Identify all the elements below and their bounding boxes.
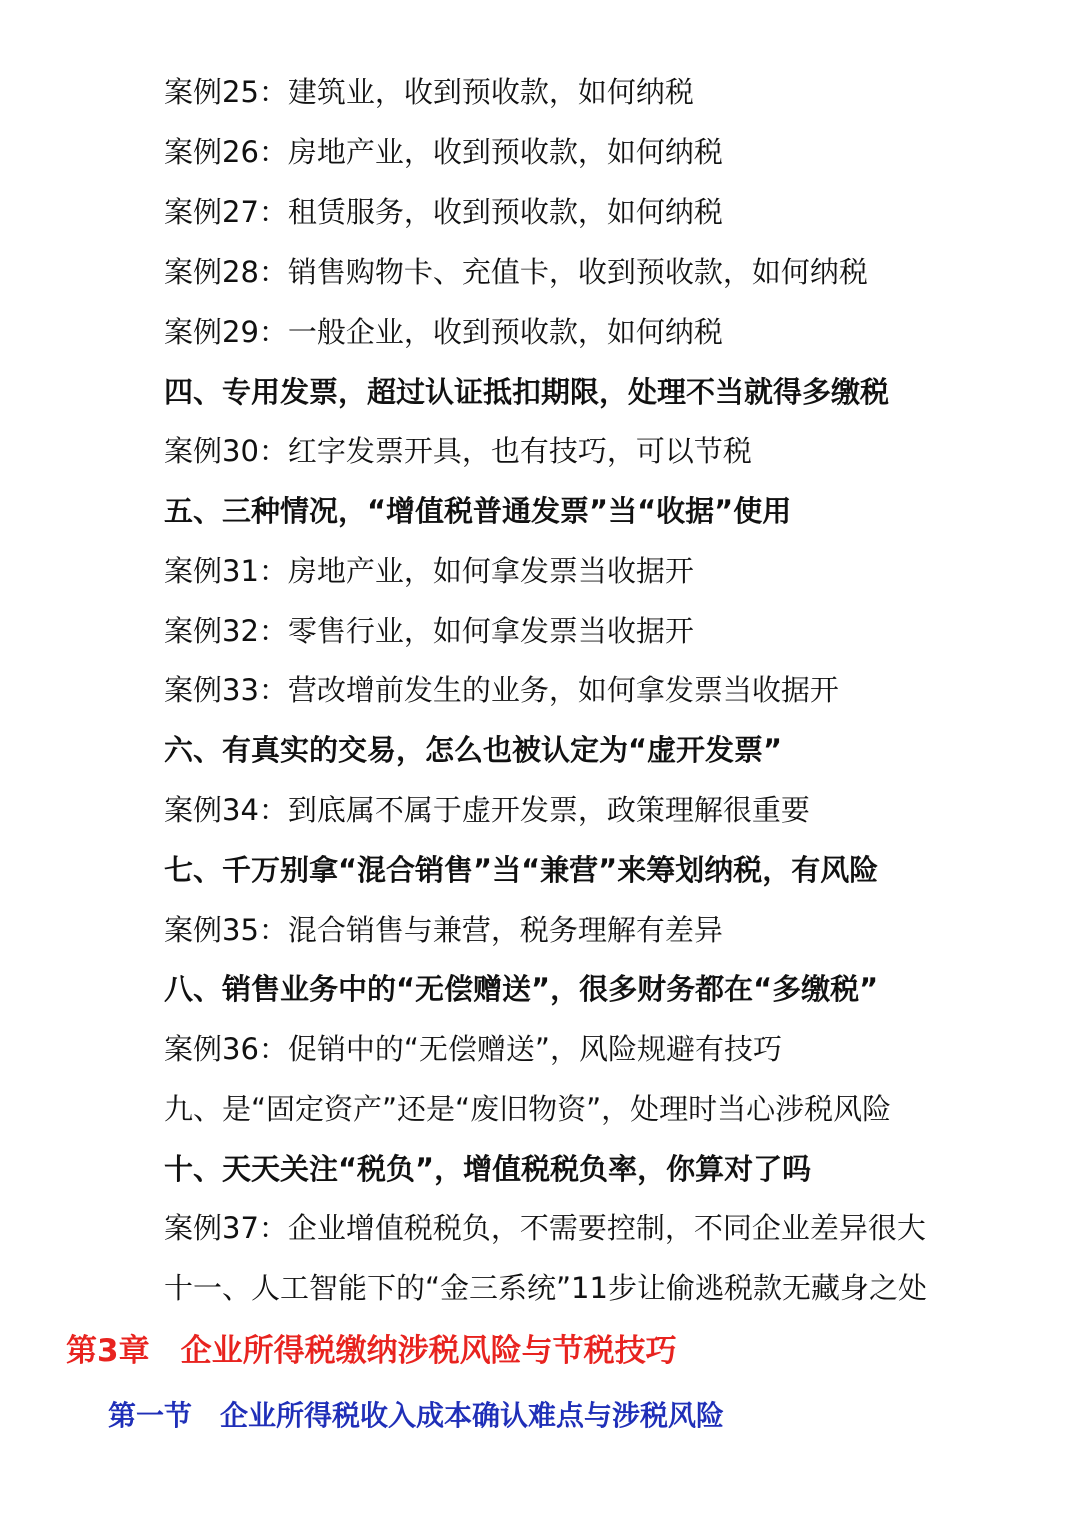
chapter-3-title: 第3章 企业所得税缴纳涉税风险与节税技巧 (66, 1333, 677, 1369)
toc-heading-4: 四、专用发票，超过认证抵扣期限，处理不当就得多缴税 (164, 375, 890, 409)
section-1-title: 第一节 企业所得税收入成本确认难点与涉税风险 (108, 1399, 725, 1432)
toc-heading-9: 九、是“固定资产”还是“废旧物资”，处理时当心涉税风险 (164, 1092, 892, 1126)
toc-case-30: 案例30：红字发票开具，也有技巧，可以节税 (164, 434, 752, 468)
toc-case-27: 案例27：租赁服务，收到预收款，如何纳税 (164, 195, 723, 229)
toc-case-29: 案例29：一般企业，收到预收款，如何纳税 (164, 315, 723, 349)
toc-heading-6: 六、有真实的交易，怎么也被认定为“虚开发票” (164, 733, 783, 767)
toc-heading-8: 八、销售业务中的“无偿赠送”，很多财务都在“多缴税” (164, 972, 879, 1006)
toc-heading-7: 七、千万别拿“混合销售”当“兼营”来筹划纳税，有风险 (164, 853, 879, 887)
toc-case-36: 案例36：促销中的“无偿赠送”，风险规避有技巧 (164, 1032, 782, 1066)
toc-case-32: 案例32：零售行业，如何拿发票当收据开 (164, 614, 694, 648)
toc-case-35: 案例35：混合销售与兼营，税务理解有差异 (164, 913, 723, 947)
toc-heading-10: 十、天天关注“税负”，增值税税负率，你算对了吗 (164, 1152, 812, 1186)
toc-case-25: 案例25：建筑业，收到预收款，如何纳税 (164, 75, 694, 109)
toc-heading-11: 十一、人工智能下的“金三系统”11步让偷逃税款无藏身之处 (164, 1271, 927, 1305)
toc-case-34: 案例34：到底属不属于虚开发票，政策理解很重要 (164, 793, 810, 827)
toc-case-26: 案例26：房地产业，收到预收款，如何纳税 (164, 135, 723, 169)
toc-case-28: 案例28：销售购物卡、充值卡，收到预收款，如何纳税 (164, 255, 868, 289)
toc-case-31: 案例31：房地产业，如何拿发票当收据开 (164, 554, 694, 588)
toc-case-33: 案例33：营改增前发生的业务，如何拿发票当收据开 (164, 673, 839, 707)
toc-heading-5: 五、三种情况，“增值税普通发票”当“收据”使用 (164, 494, 792, 528)
toc-case-37: 案例37：企业增值税税负，不需要控制，不同企业差异很大 (164, 1211, 926, 1245)
